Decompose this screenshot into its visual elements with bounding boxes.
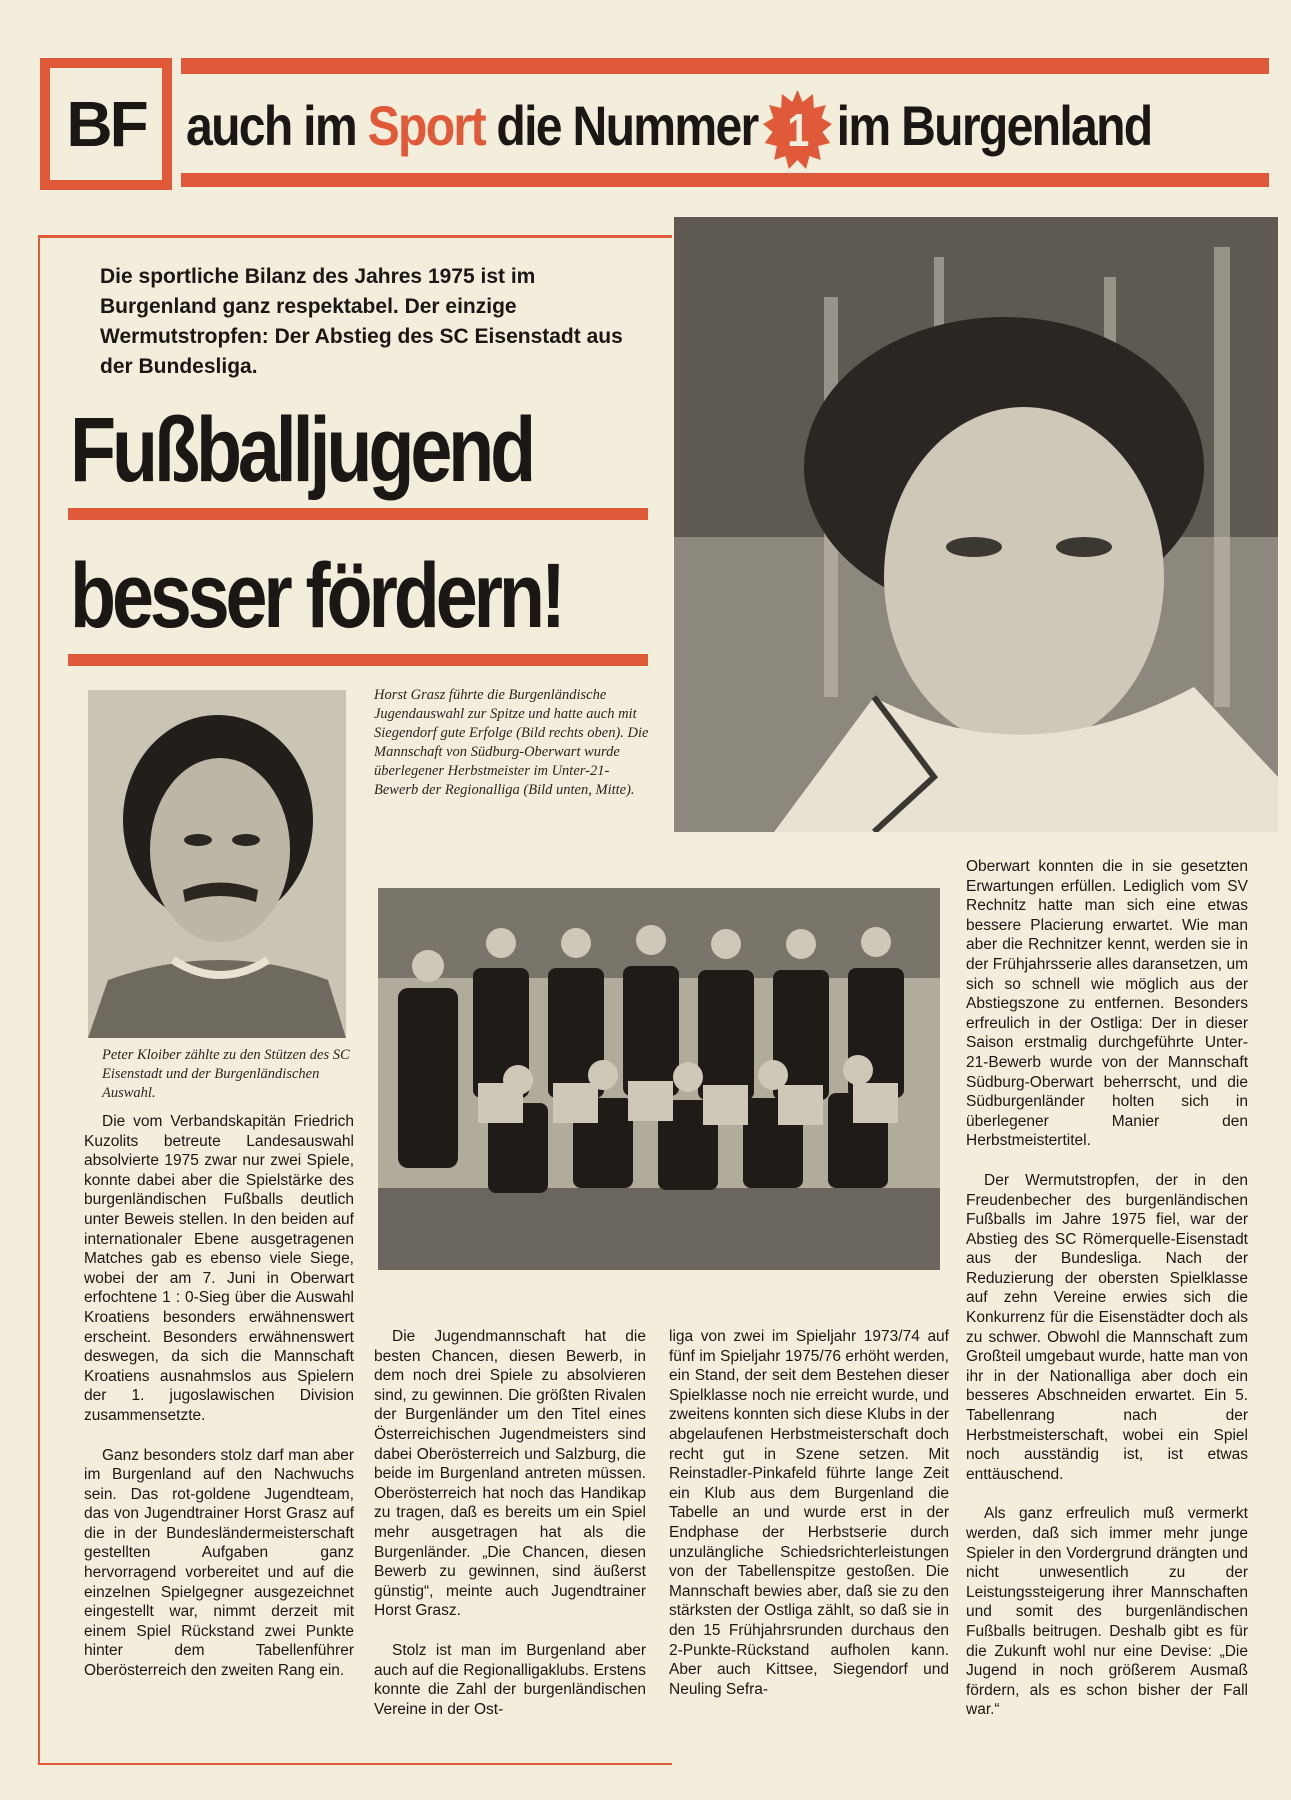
slogan-pre: auch im bbox=[186, 94, 356, 157]
photo-horst-grasz bbox=[674, 217, 1278, 832]
col2-paragraph-2: Stolz ist man im Burgenland aber auch auf die Regionalligaklubs. Erstens konnte die Zahl der burgenländischen Vereine in der Ost- bbox=[374, 1641, 646, 1718]
headline-line-1: Fußballjugend bbox=[70, 399, 533, 501]
number-one-starburst-icon bbox=[761, 88, 833, 172]
bf-logo-text: BF bbox=[66, 88, 146, 160]
slogan-post: im Burgenland bbox=[836, 94, 1152, 157]
bf-logo bbox=[40, 58, 172, 190]
column-1 bbox=[84, 1112, 354, 1681]
header-top-bar bbox=[181, 58, 1269, 74]
caption-portrait: Peter Kloiber zählte zu den Stützen des SC Eisenstadt und der Burgenländischen Auswahl. bbox=[102, 1047, 350, 1101]
col4-paragraph-3: Als ganz erfreulich muß vermerkt werden, daß sich immer mehr junge Spieler in den Vordergrund drängten und nicht unwesentlich zu der Leistungssteigerung ihrer Mannschaften und somit des burgenländischen Fußballs beitrugen. Deshalb gibt es für die Zukunft wohl nur eine Devise: „Die Jugend in noch größerem Ausmaß fördern, als es schon bisher der Fall war.“ bbox=[966, 1505, 1248, 1719]
col1-paragraph-1: Die vom Verbandskapitän Friedrich Kuzolits betreute Landesauswahl absolvierte 1975 zwar nur zwei Spiele, konnte dabei aber die Spielstärke des burgenländischen Fußballs deutlich unter Beweis stellen. In den beiden auf internationaler Ebene ausgetragenen Matches gab es ebenso viele Siege, wobei der am 7. Juni in Oberwart erfochtene 1 : 0-Sieg über die Auswahl Kroatiens besonders erwähnenswert erscheint. Besonders erwähnenswert deswegen, da sich die Mannschaft Kroatiens ausnahmslos aus Spielern der 1. jugoslawischen Division zusammensetzte. bbox=[84, 1113, 354, 1424]
col4-paragraph-1: Oberwart konnten die in sie gesetzten Erwartungen erfüllen. Lediglich vom SV Rechnitz hatte man sich eine etwas bessere Placierung erwartet. Wie man aber die Rechnitzer kennt, werden sie in der Frühjahrsserie alles daransetzen, um sich so schnell wie möglich aus der Abstiegszone zu entfernen. Besonders erfreulich in der Ostliga: Der in dieser Saison erstmalig durchgeführte Unter-21-Bewerb wurde von der Mannschaft Südburg-Oberwart beherrscht, und die Südburgenländer holten sich in überlegener Manier den Herbstmeistertitel. bbox=[966, 858, 1248, 1150]
photo-peter-kloiber bbox=[88, 690, 346, 1038]
col3-paragraph-1: liga von zwei im Spieljahr 1973/74 auf fünf im Spieljahr 1975/76 erhöht werden, ein Stand, der seit dem Bestehen dieser Spielklasse noch nie erreicht wurde, und zweitens konnten sich diese Klubs in der abgelaufenen Herbstmeisterschaft doch recht gut in Szene setzen. Mit Reinstadler-Pinkafeld führte lange Zeit ein Klub aus dem Burgenland die Tabelle an und wurde erst in der Endphase der Herbstserie durch unzulängliche Schiedsrichterleistungen von der Tabellenspitze gestoßen. Die Mannschaft bewies aber, daß sie zu den stärksten der Ostliga zählt, so daß sie in den 15 Frühjahrsrunden durchaus den 2-Punkte-Rückstand aufholen kann. Aber auch Kittsee, Siegendorf und Neuling Sefra- bbox=[669, 1328, 949, 1698]
column-4 bbox=[966, 857, 1248, 1720]
headline-line-2: besser fördern! bbox=[70, 545, 562, 647]
header-bottom-bar bbox=[181, 173, 1269, 187]
article-intro: Die sportliche Bilanz des Jahres 1975 ist im Burgenland ganz respektabel. Der einzige Wermutstropfen: Der Abstieg des SC Eisenstadt aus der Bundesliga. bbox=[100, 265, 623, 378]
col1-paragraph-2: Ganz besonders stolz darf man aber im Burgenland auf den Nachwuchs sein. Das rot-goldene Jugendteam, das von Jugendtrainer Horst Grasz auf die in der Bundesländermeisterschaft gestellten Aufgaben ganz hervorragend vorbereitet und auf die einzelnen Spielgegner ausgezeichnet eingestellt war, nimmt derzeit mit einem Spiel Rückstand zwei Punkte hinter dem Tabellenführer Oberösterreich den zweiten Rang ein. bbox=[84, 1446, 354, 1680]
header-slogan bbox=[186, 84, 1151, 168]
slogan-mid: die Nummer bbox=[496, 94, 758, 157]
headline-rule-1 bbox=[68, 508, 648, 520]
number-one-text: 1 bbox=[786, 105, 808, 157]
slogan-sport: Sport bbox=[367, 94, 485, 157]
col2-paragraph-1: Die Jugendmannschaft hat die besten Chancen, diesen Bewerb, in dem noch drei Spiele zu absolvieren sind, zu gewinnen. Die größten Rivalen der Burgenländer um den Titel eines Österreichischen Jugendmeisters sind dabei Oberösterreich und Salzburg, die beide im Burgenland antreten müssen. Oberösterreich hat noch das Handikap zu tragen, daß es bereits um ein Spiel mehr ausgetragen hat als die Burgenländer. „Die Chancen, diesen Bewerb zu gewinnen, sind äußerst günstig“, meinte auch Jugendtrainer Horst Grasz. bbox=[374, 1328, 646, 1620]
photo-team-suedburg-oberwart bbox=[378, 888, 940, 1270]
caption-top: Horst Grasz führte die Burgenländische Jugendauswahl zur Spitze und hatte auch mit Siegendorf gute Erfolge (Bild rechts oben). Die Mannschaft von Südburg-Oberwart wurde überlegener Herbstmeister im Unter-21-Bewerb der Regionalliga (Bild unten, Mitte). bbox=[374, 687, 649, 798]
headline-rule-2 bbox=[68, 654, 648, 666]
column-3 bbox=[669, 1327, 949, 1699]
col4-paragraph-2: Der Wermutstropfen, der in den Freudenbecher des burgenländischen Fußballs im Jahre 1975 fiel, war der Abstieg des SC Römerquelle-Eisenstadt aus der Bundesliga. Nach der Reduzierung der obersten Spielklasse auf zehn Vereine erwies sich die Konkurrenz für die Eisenstädter doch als zu schwer. Obwohl die Mannschaft zum Großteil umgebaut wurde, hatte man von ihr in der Nationalliga aber doch ein besseres Abschneiden erwartet. Ein 5. Tabellenrang nach der Herbstmeisterschaft, wobei ein Spiel noch ausständig ist, ist etwas enttäuschend. bbox=[966, 1171, 1248, 1483]
column-2 bbox=[374, 1327, 646, 1719]
